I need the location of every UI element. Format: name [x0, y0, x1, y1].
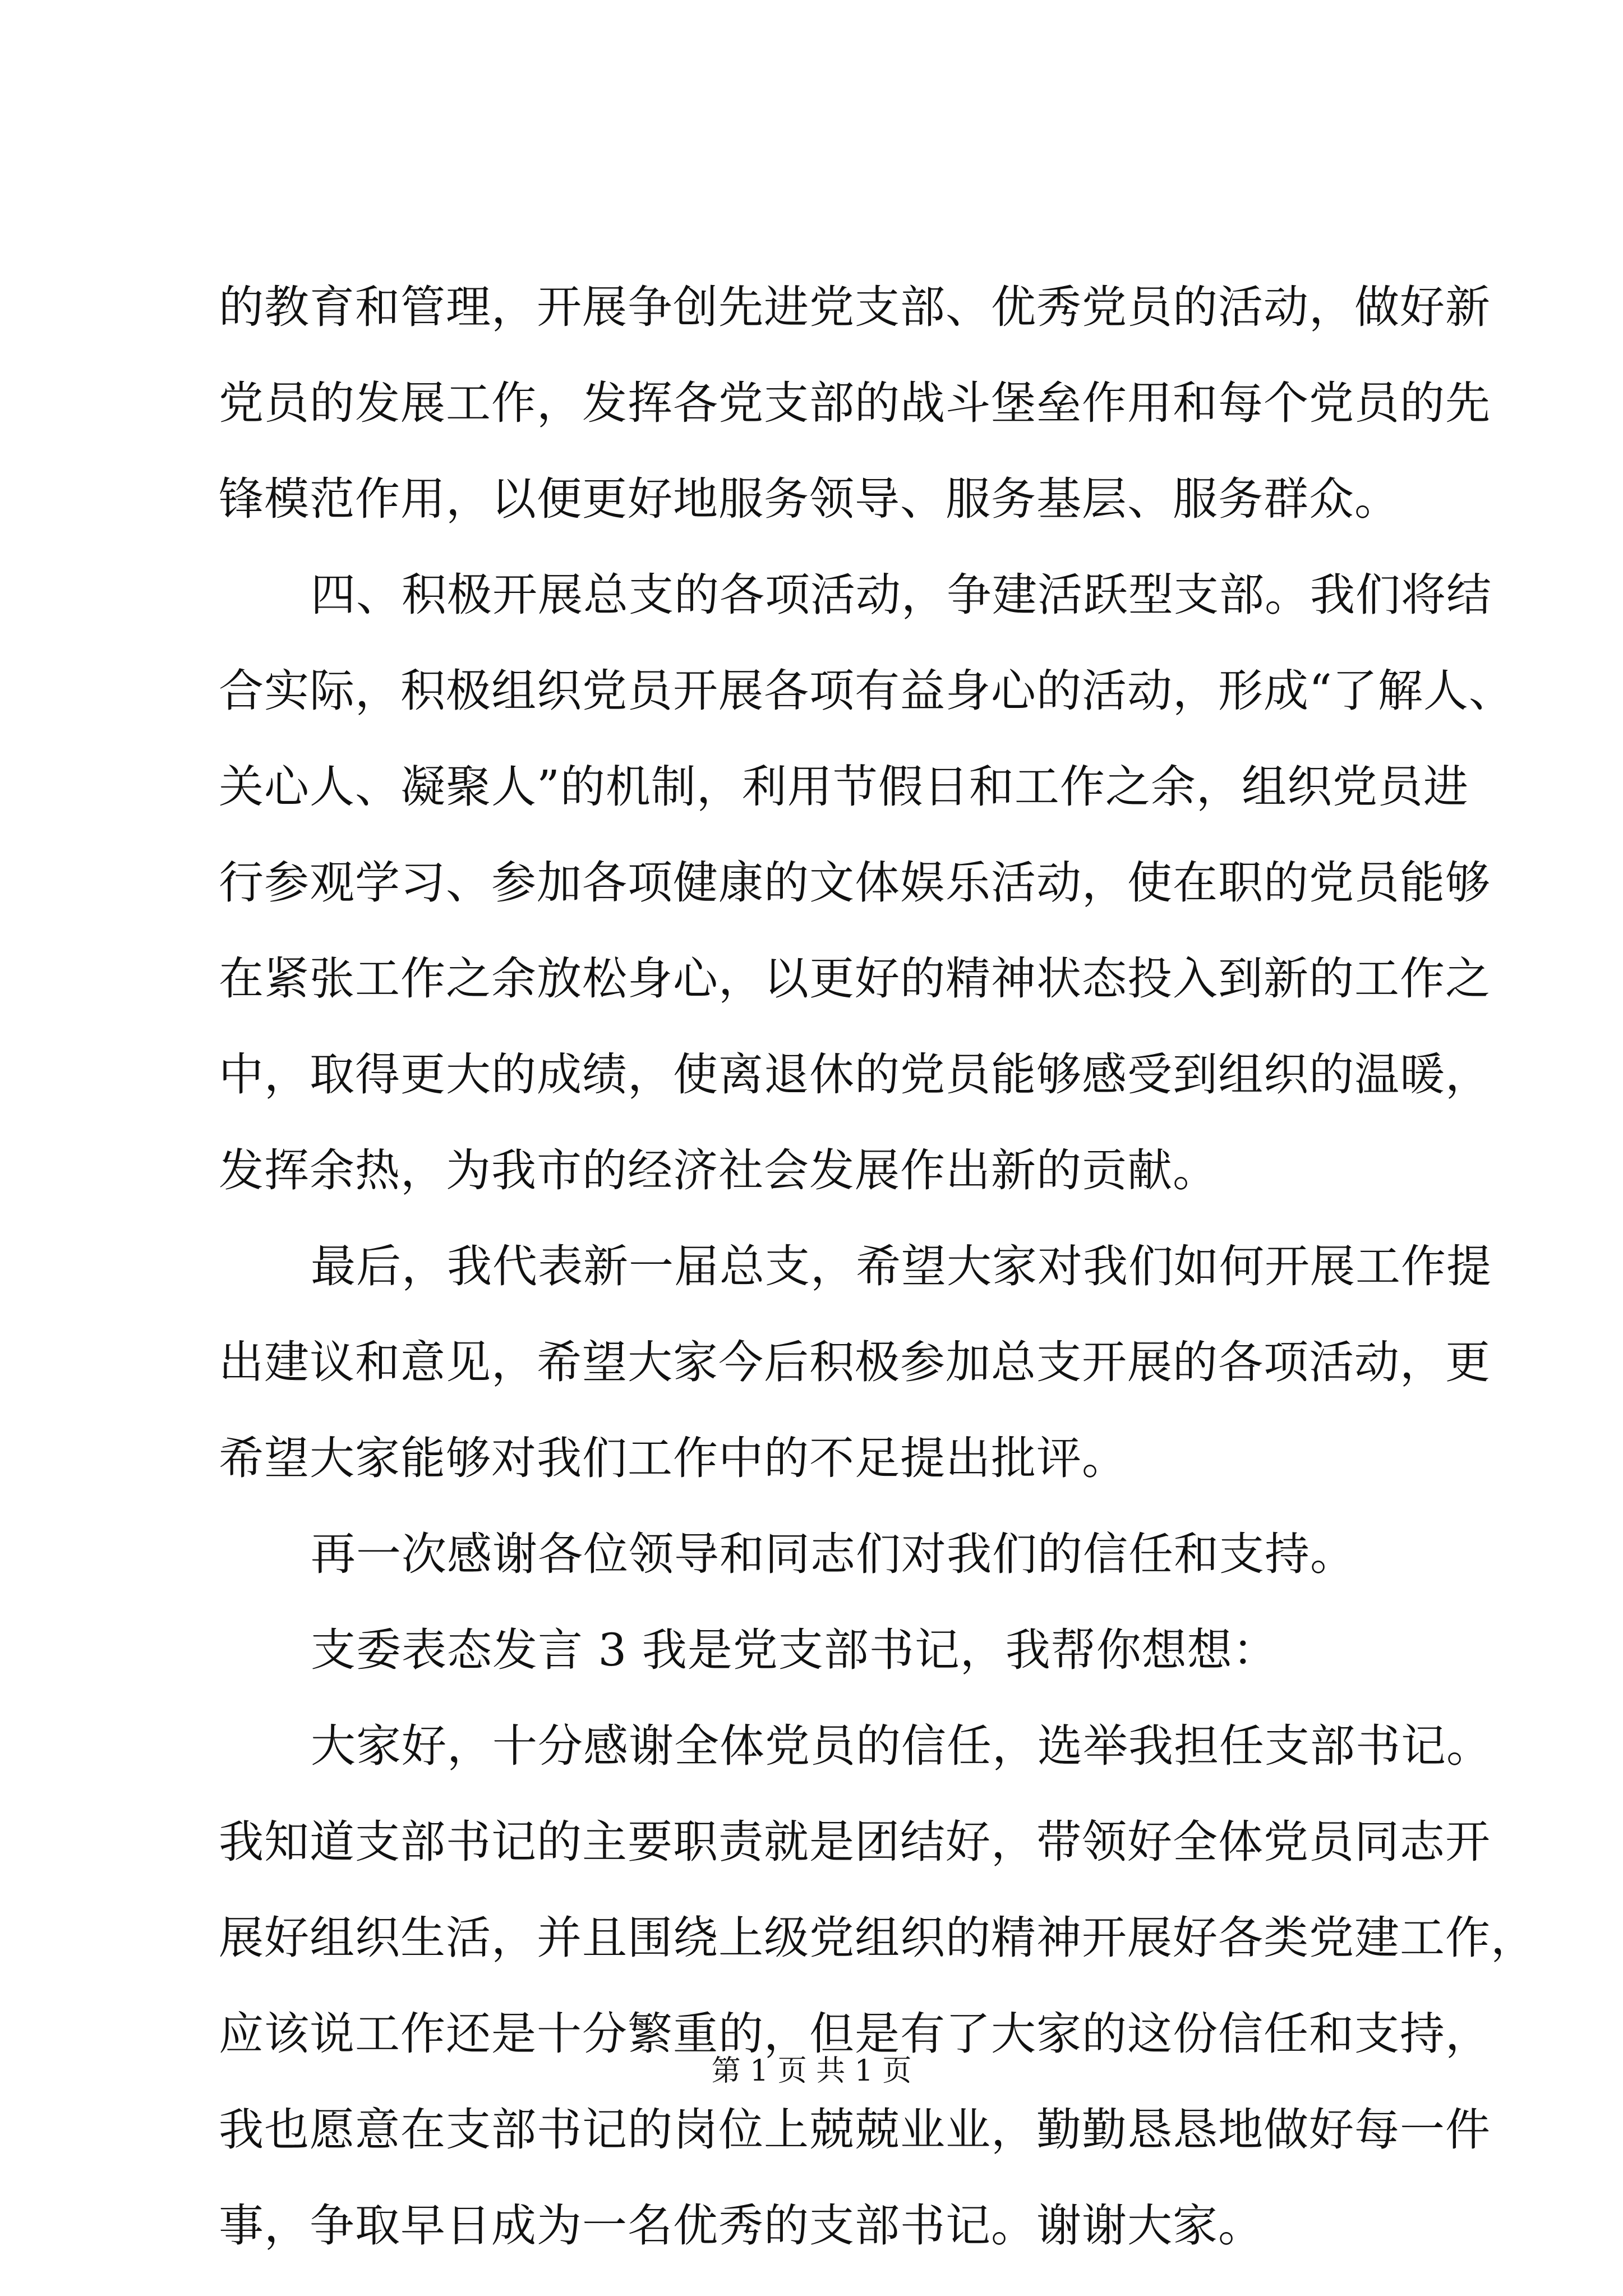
- text-line: 合实际，积极组织党员开展各项有益身心的活动，形成“了解人、: [219, 665, 1514, 717]
- paragraph-start-line: 四、积极开展总支的各项活动，争建活跃型支部。我们将结: [311, 569, 1492, 621]
- document-body: [219, 259, 1536, 2274]
- text-line: 党员的发展工作，发挥各党支部的战斗堡垒作用和每个党员的先: [219, 377, 1491, 429]
- text-line: 我也愿意在支部书记的岗位上兢兢业业，勤勤恳恳地做好每一件: [219, 2104, 1491, 2156]
- paragraph-start-line: 大家好，十分感谢全体党员的信任，选举我担任支部书记。: [311, 1720, 1492, 1772]
- section-heading-line: 支委表态发言 3 我是党支部书记，我帮你想想：: [311, 1624, 1278, 1676]
- paragraph-start-line: 最后，我代表新一届总支，希望大家对我们如何开展工作提: [311, 1240, 1492, 1292]
- text-line: 关心人、凝聚人”的机制，利用节假日和工作之余，组织党员进: [219, 761, 1469, 813]
- text-line: 希望大家能够对我们工作中的不足提出批评。: [219, 1432, 1127, 1484]
- text-line: 我知道支部书记的主要职责就是团结好，带领好全体党员同志开: [219, 1816, 1491, 1868]
- text-line: 应该说工作还是十分繁重的，但是有了大家的这份信任和支持，: [219, 2008, 1491, 2060]
- text-line: 锋模范作用，以便更好地服务领导、服务基层、服务群众。: [219, 473, 1400, 525]
- text-line: 在紧张工作之余放松身心，以更好的精神状态投入到新的工作之: [219, 953, 1491, 1005]
- paragraph-start-line: 再一次感谢各位领导和同志们对我们的信任和支持。: [311, 1528, 1355, 1580]
- text-line: 的教育和管理，开展争创先进党支部、优秀党员的活动，做好新: [219, 281, 1491, 333]
- text-line: 事，争取早日成为一名优秀的支部书记。谢谢大家。: [219, 2200, 1264, 2252]
- page-number-footer: 第 1 页 共 1 页: [711, 2054, 912, 2088]
- text-line: 发挥余热，为我市的经济社会发展作出新的贡献。: [219, 1144, 1218, 1197]
- text-line: 行参观学习、参加各项健康的文体娱乐活动，使在职的党员能够: [219, 857, 1491, 909]
- text-line: 中，取得更大的成绩，使离退休的党员能够感受到组织的温暖，: [219, 1048, 1491, 1101]
- text-line: 出建议和意见，希望大家今后积极参加总支开展的各项活动，更: [219, 1336, 1491, 1388]
- text-line: 展好组织生活，并且围绕上级党组织的精神开展好各类党建工作，: [219, 1912, 1536, 1964]
